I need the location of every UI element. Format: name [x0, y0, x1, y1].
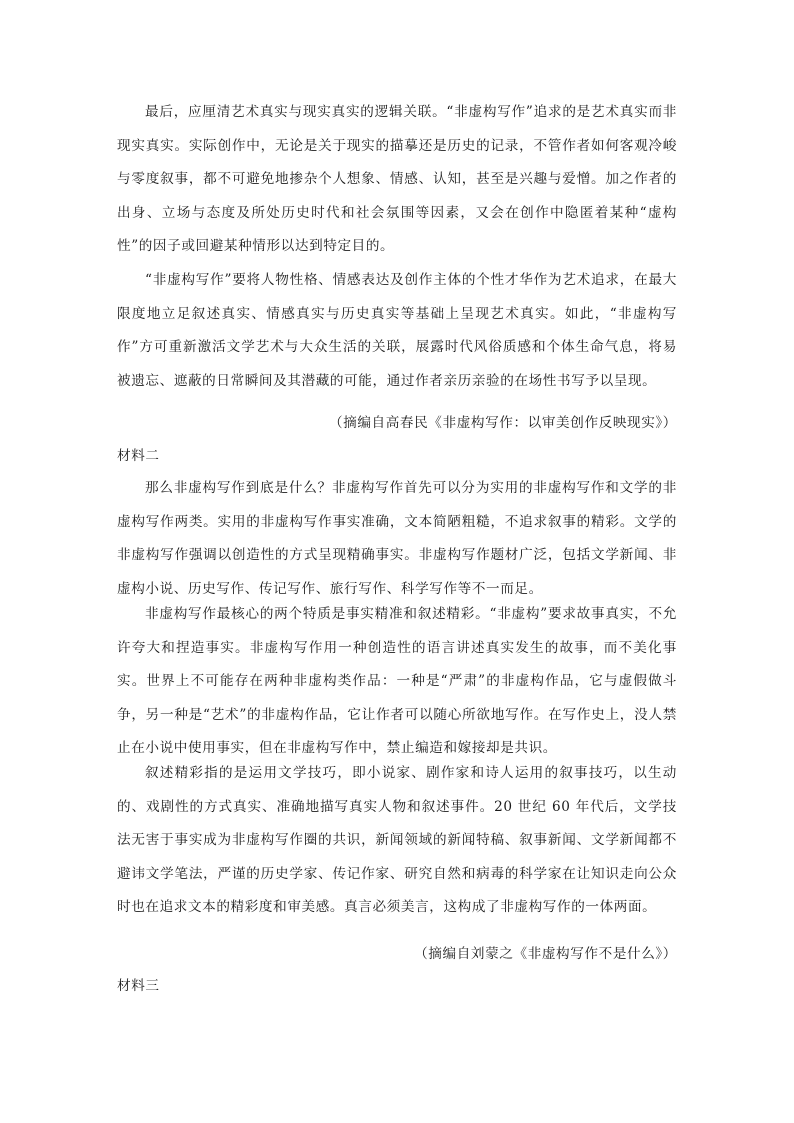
document-page: [117, 0, 677, 1123]
material-three-heading: 材料三: [117, 978, 160, 994]
material-two-paragraph-2: 非虚构写作最核心的两个特质是事实精准和叙述精彩。“非虚构”要求故事真实，不允许夸大和捏造事实。非虚构写作用一种创造性的语言讲述真实发生的故事，而不美化事实。世界上不可能存在两种非虚构类作品：一种是“严肃”的非虚构作品，它与虚假做斗争，另一种是“艺术”的非虚构作品，它让作者可以随心所欲地写作。在写作史上，没人禁止在小说中使用事实，但在非虚构写作中，禁止编造和嫁接却是共识。: [117, 606, 677, 756]
material-one-paragraph-2: “非虚构写作”要将人物性格、情感表达及创作主体的个性才华作为艺术追求，在最大限度地立足叙述真实、情感真实与历史真实等基础上呈现艺术真实。如此，“非虚构写作”方可重新激活文学艺术与大众生活的关联，展露时代风俗质感和个体生命气息，将易被遗忘、遮蔽的日常瞬间及其潜藏的可能，通过作者亲历亲验的在场性书写予以呈现。: [117, 272, 677, 389]
material-two-source: （摘编自刘蒙之《非虚构写作不是什么》）: [414, 946, 677, 962]
material-two-paragraph-3: 叙述精彩指的是运用文学技巧，即小说家、剧作家和诗人运用的叙事技巧，以生动的、戏剧性的方式真实、准确地描写真实人物和叙述事件。20 世纪 60 年代后，文学技法无害于事实成为非虚构写作圈的共识，新闻领域的新闻特稿、叙事新闻、文学新闻都不避讳文学笔法，严谨的历史学家、传记作家、研究自然和病毒的科学家在让知识走向公众时也在追求文本的精彩度和审美感。真言必须美言，这构成了非虚构写作的一体两面。: [117, 765, 677, 915]
material-one-source: （摘编自高春民《非虚构写作：以审美创作反映现实》）: [328, 415, 677, 431]
material-two-paragraph-1: 那么非虚构写作到底是什么？非虚构写作首先可以分为实用的非虚构写作和文学的非虚构写作两类。实用的非虚构写作事实准确，文本简陋粗糙，不追求叙事的精彩。文学的非虚构写作强调以创造性的方式呈现精确事实。非虚构写作题材广泛，包括文学新闻、非虚构小说、历史写作、传记写作、旅行写作、科学写作等不一而足。: [117, 480, 677, 597]
material-one-paragraph-1: 最后，应厘清艺术真实与现实真实的逻辑关联。“非虚构写作”追求的是艺术真实而非现实真实。实际创作中，无论是关于现实的描摹还是历史的记录，不管作者如何客观冷峻与零度叙事，都不可避免地掺杂个人想象、情感、认知，甚至是兴趣与爱憎。加之作者的出身、立场与态度及所处历史时代和社会氛围等因素，又会在创作中隐匿着某种“虚构性”的因子或回避某种情形以达到特定目的。: [117, 104, 677, 254]
material-two-heading: 材料二: [117, 448, 160, 464]
